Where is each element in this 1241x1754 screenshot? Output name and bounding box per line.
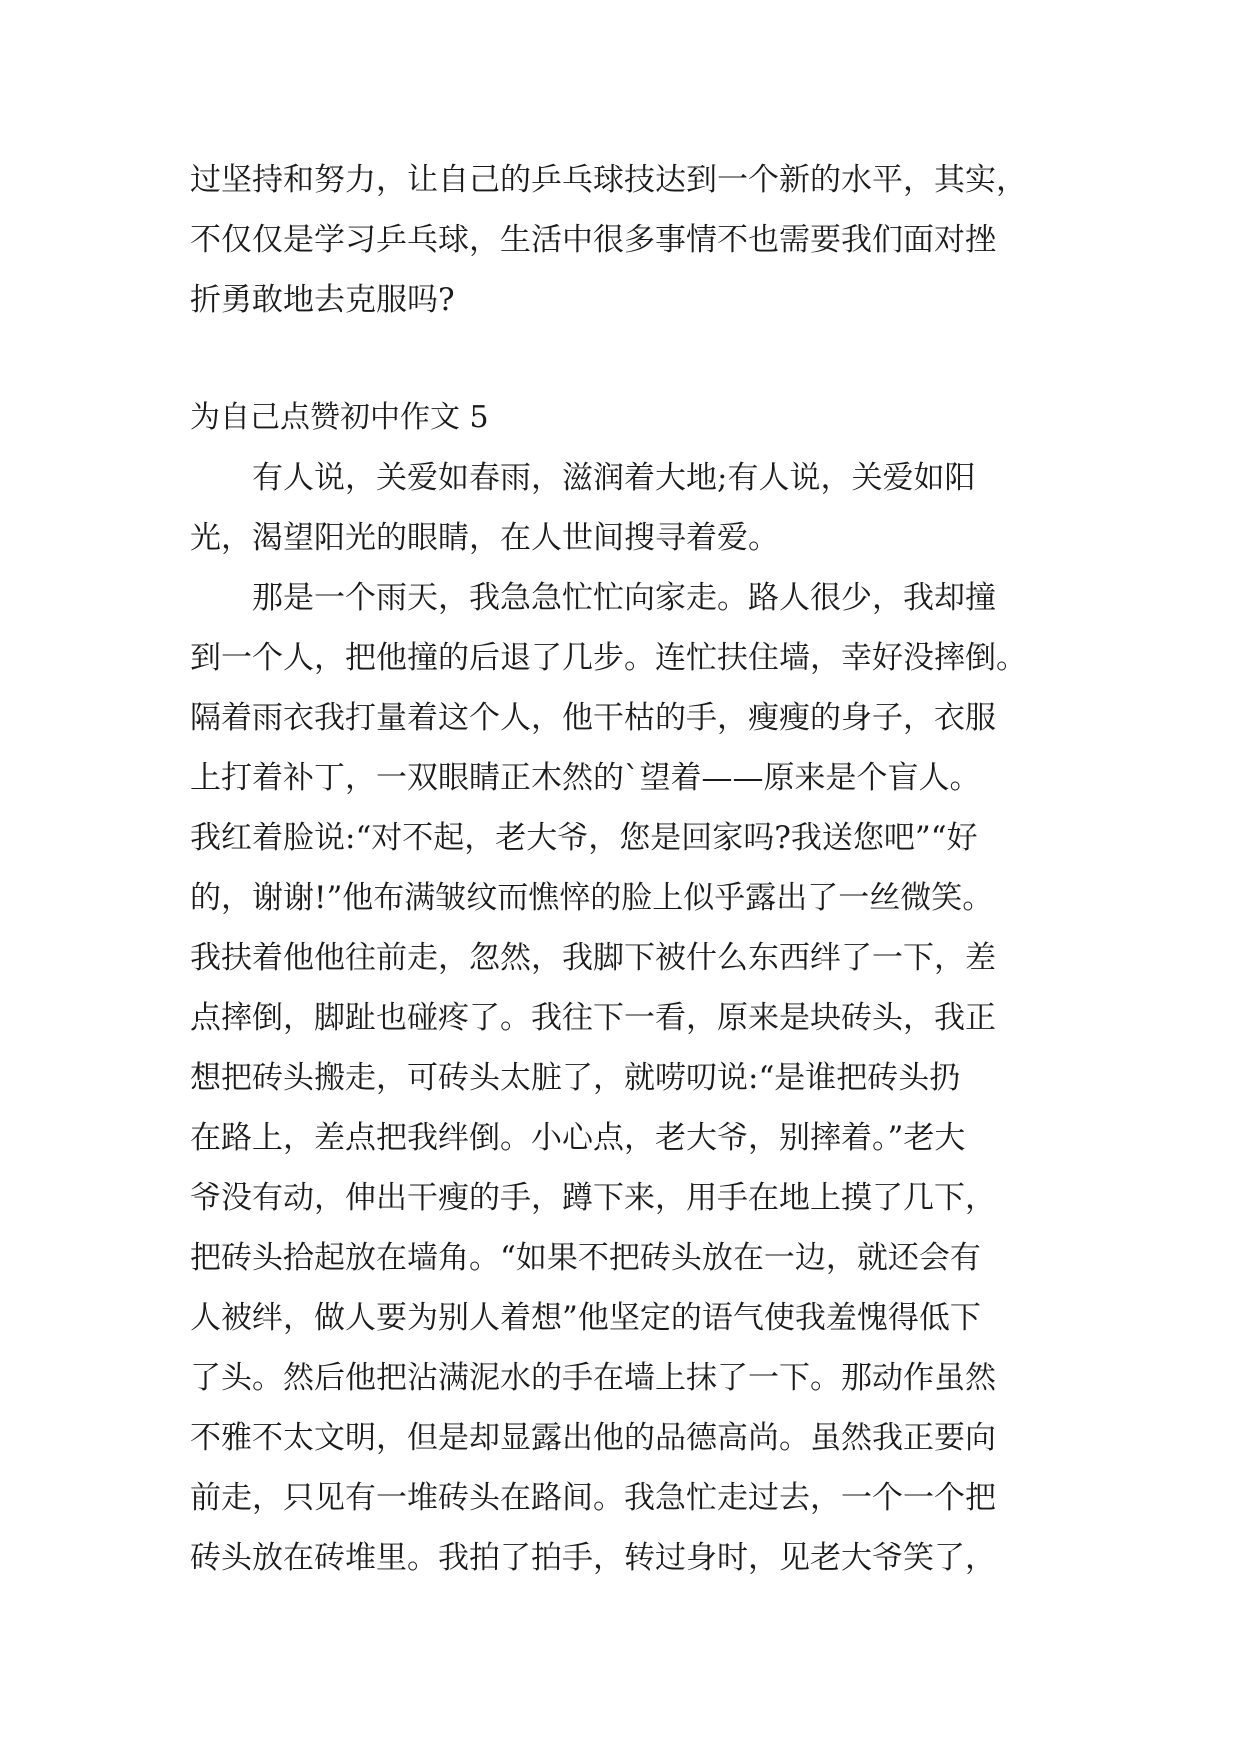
text-line: 爷没有动，伸出干瘦的手，蹲下来，用手在地上摸了几下，: [190, 1180, 996, 1216]
text-line: 我红着脸说:“对不起，老大爷，您是回家吗?我送您吧”“好: [190, 820, 978, 856]
text-line: 不仅仅是学习乒乓球，生活中很多事情不也需要我们面对挫: [190, 222, 996, 258]
text-line: 在路上，差点把我绊倒。小心点，老大爷，别摔着。”老大: [190, 1120, 966, 1156]
text-line: 点摔倒，脚趾也碰疼了。我往下一看，原来是块砖头，我正: [190, 1000, 996, 1036]
text-line: 把砖头拾起放在墙角。“如果不把砖头放在一边，就还会有: [190, 1240, 981, 1276]
text-line: 光，渴望阳光的眼睛，在人世间搜寻着爱。: [190, 520, 779, 556]
text-line: 了头。然后他把沾满泥水的手在墙上抹了一下。那动作虽然: [190, 1360, 996, 1396]
text-line: 上打着补丁，一双眼睛正木然的`望着——原来是个盲人。: [190, 760, 981, 796]
text-line: 那是一个雨天，我急急忙忙向家走。路人很少，我却撞: [190, 580, 996, 616]
text-line: 到一个人，把他撞的后退了几步。连忙扶住墙，幸好没摔倒。: [190, 640, 1027, 676]
text-line: 不雅不太文明，但是却显露出他的品德高尚。虽然我正要向: [190, 1420, 996, 1456]
paragraph-1: [190, 448, 1060, 568]
text-line: 想把砖头搬走，可砖头太脏了，就唠叨说:“是谁把砖头扔: [190, 1060, 961, 1096]
text-line: 隔着雨衣我打量着这个人，他干枯的手，瘦瘦的身子，衣服: [190, 700, 996, 736]
section-gap: [190, 330, 1060, 388]
text-line: 有人说，关爱如春雨，滋润着大地;有人说，关爱如阳: [190, 460, 976, 496]
document-body: [190, 150, 1060, 1588]
text-line: 我扶着他他往前走，忽然，我脚下被什么东西绊了一下，差: [190, 940, 996, 976]
text-line: 的，谢谢!”他布满皱纹而憔悴的脸上似乎露出了一丝微笑。: [190, 880, 994, 916]
paragraph-2: [190, 568, 1060, 1588]
text-line: 砖头放在砖堆里。我拍了拍手，转过身时，见老大爷笑了，: [190, 1540, 996, 1576]
text-line: 前走，只见有一堆砖头在路间。我急忙走过去，一个一个把: [190, 1480, 996, 1516]
text-line: 人被绊，做人要为别人着想”他坚定的语气使我羞愧得低下: [190, 1300, 981, 1336]
essay-title: 为自己点赞初中作文 5: [190, 400, 489, 435]
text-line: 折勇敢地去克服吗?: [190, 282, 455, 318]
intro-paragraph: [190, 150, 1060, 330]
text-line: 过坚持和努力，让自己的乒乓球技达到一个新的水平，其实，: [190, 162, 1027, 198]
